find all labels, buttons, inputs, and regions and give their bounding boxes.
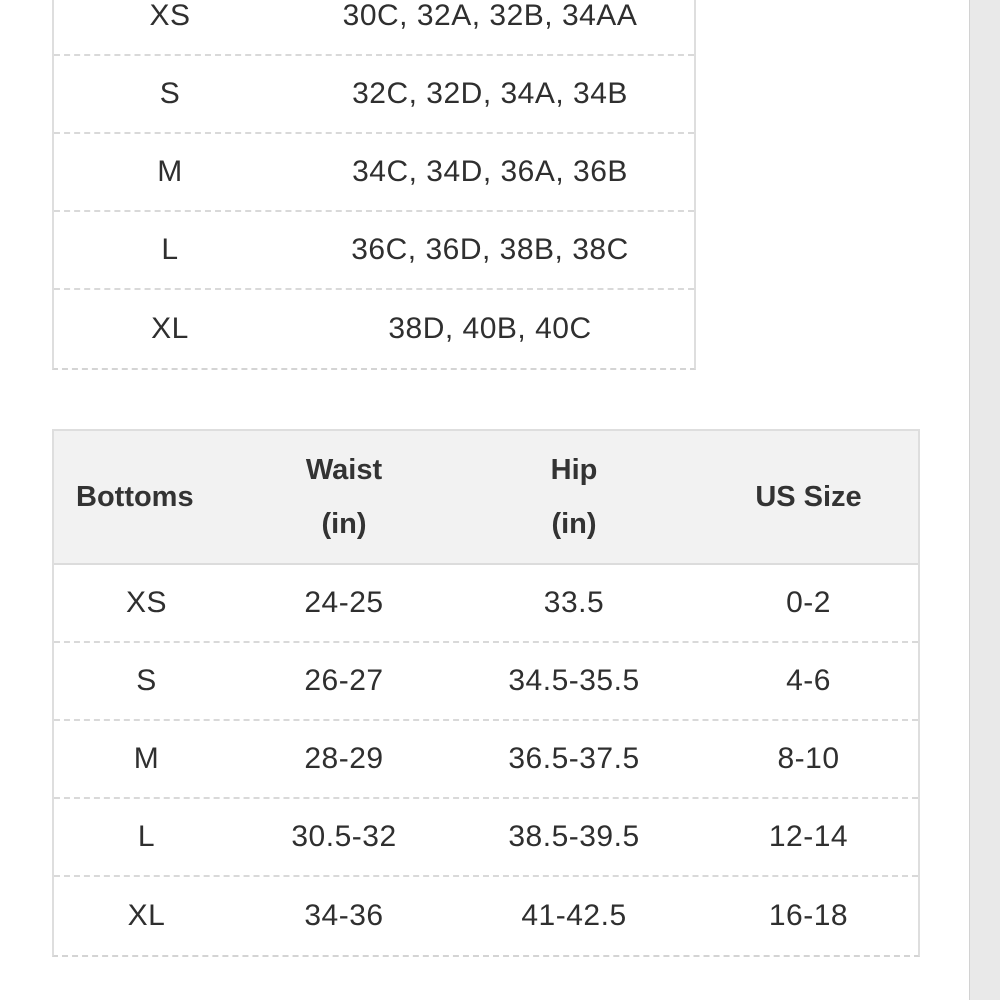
us-size-cell: 8-10 bbox=[777, 742, 840, 775]
us-size-cell: 0-2 bbox=[786, 586, 831, 619]
size-cell: S bbox=[136, 664, 157, 697]
size-cell: XS bbox=[149, 0, 191, 32]
header-waist-label: Waist bbox=[305, 454, 383, 486]
header-hip-label: Hip bbox=[550, 454, 598, 486]
bottoms-size-table bbox=[52, 429, 920, 957]
waist-cell: 30.5-32 bbox=[291, 820, 397, 853]
table-row bbox=[54, 565, 918, 643]
table-row bbox=[54, 290, 694, 368]
us-size-cell: 12-14 bbox=[768, 820, 849, 853]
table-row bbox=[54, 56, 694, 134]
table-row bbox=[54, 643, 918, 721]
size-cell: XS bbox=[125, 586, 168, 619]
table-row bbox=[54, 134, 694, 212]
size-cell: S bbox=[159, 77, 181, 110]
header-hip-unit: (in) bbox=[551, 508, 597, 540]
hip-cell: 38.5-39.5 bbox=[508, 820, 640, 853]
bra-size-cell: 38D, 40B, 40C bbox=[388, 312, 592, 345]
waist-cell: 34-36 bbox=[304, 899, 384, 932]
header-waist bbox=[239, 443, 449, 551]
hip-cell: 41-42.5 bbox=[521, 899, 627, 932]
bra-size-cell: 32C, 32D, 34A, 34B bbox=[352, 77, 628, 110]
header-bottoms: Bottoms bbox=[76, 481, 194, 513]
size-cell: XL bbox=[127, 899, 166, 932]
bra-size-cell: 34C, 34D, 36A, 36B bbox=[352, 155, 628, 188]
table-row bbox=[54, 0, 694, 56]
size-cell: XL bbox=[151, 312, 189, 345]
hip-cell: 36.5-37.5 bbox=[508, 742, 640, 775]
waist-cell: 26-27 bbox=[304, 664, 384, 697]
waist-cell: 28-29 bbox=[304, 742, 384, 775]
table-row bbox=[54, 799, 918, 877]
us-size-cell: 4-6 bbox=[786, 664, 831, 697]
hip-cell: 33.5 bbox=[543, 586, 605, 619]
bra-size-cell: 36C, 36D, 38B, 38C bbox=[351, 233, 629, 266]
size-cell: L bbox=[137, 820, 156, 853]
table-row bbox=[54, 212, 694, 290]
size-cell: M bbox=[157, 155, 183, 188]
waist-cell: 24-25 bbox=[304, 586, 384, 619]
bra-size-cell: 30C, 32A, 32B, 34AA bbox=[342, 0, 638, 32]
header-hip bbox=[449, 443, 699, 551]
scrollbar-track[interactable] bbox=[969, 0, 1000, 1000]
hip-cell: 34.5-35.5 bbox=[508, 664, 640, 697]
size-cell: M bbox=[133, 742, 160, 775]
tops-size-table bbox=[52, 0, 696, 370]
table-row bbox=[54, 877, 918, 955]
table-header bbox=[54, 431, 918, 565]
table-row bbox=[54, 721, 918, 799]
header-us-size: US Size bbox=[755, 481, 862, 513]
us-size-cell: 16-18 bbox=[768, 899, 849, 932]
header-waist-unit: (in) bbox=[321, 508, 367, 540]
size-cell: L bbox=[161, 233, 179, 266]
